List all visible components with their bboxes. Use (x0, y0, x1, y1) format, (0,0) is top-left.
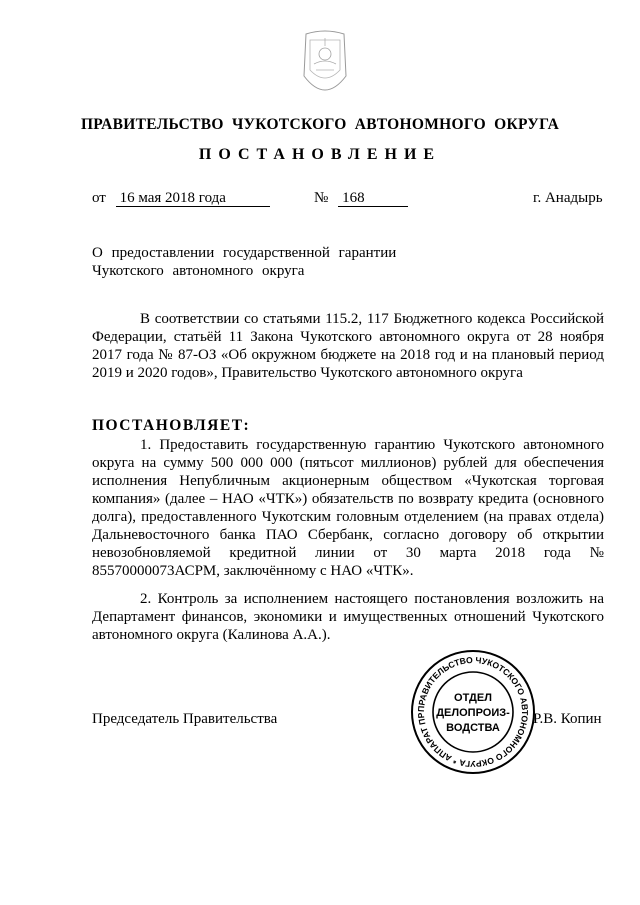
signer-name: Р.В. Копин (533, 711, 602, 727)
decree-date (92, 190, 270, 207)
city: г. Анадырь (533, 190, 603, 206)
decree-item-1: 1. Предоставить государственную гарантию Чукотского автономного округа на сумму 500 000 000 (пятьсот миллионов) рублей для обеспечения исполнения Непубличным акционерным обществом «Чукотская торговая компания» (далее – НАО «ЧТК») обязательств по возврату кредита (основного долга), предоставленного Чукотским головным отделением (на правах отдела) Дальневосточного банка ПАО Сбербанк, согласно договору об открытии невозобновляемой кредитной линии от 30 марта 2018 года № 85570000073АСРМ, заключённому с НАО «ЧТК». (92, 437, 604, 579)
stamp-center-line-1: ОТДЕЛ (454, 692, 492, 704)
decree-number (314, 190, 408, 207)
official-stamp (410, 649, 536, 775)
date-value: 16 мая 2018 года (116, 190, 270, 207)
stamp-ring-text: ПРАВИТЕЛЬСТВО ЧУКОТСКОГО АВТОНОМНОГО ОКРУГА * АППАРАТ ПР (415, 654, 531, 770)
date-prefix: от (92, 190, 106, 206)
stamp-center-line-2: ДЕЛОПРОИЗ- (436, 707, 510, 719)
number-sign: № (314, 190, 329, 206)
resolves-heading: ПОСТАНОВЛЯЕТ: (92, 417, 251, 434)
document-type-title: ПОСТАНОВЛЕНИЕ (198, 146, 442, 163)
coat-of-arms-icon (300, 30, 350, 102)
preamble-paragraph: В соответствии со статьями 115.2, 117 Бюджетного кодекса Российской Федерации, статьёй 11 Закона Чукотского автономного округа от 28 ноября 2017 года № 87-ОЗ «Об окружном бюджете на 2018 год и на плановый период 2019 и 2020 годов», Правительство Чукотского автономного округа (92, 311, 604, 381)
stamp-center-line-3: ВОДСТВА (446, 722, 500, 734)
government-title: ПРАВИТЕЛЬСТВО ЧУКОТСКОГО АВТОНОМНОГО ОКРУГА (80, 116, 560, 133)
decree-item-2: 2. Контроль за исполнением настоящего постановления возложить на Департамент финансов, экономики и имущественных отношений Чукотского автономного округа (Калинова А.А.). (92, 591, 604, 643)
decree-subject: О предоставлении государственной гарантии Чукотского автономного округа (92, 245, 397, 279)
signer-position: Председатель Правительства (92, 711, 278, 727)
number-value: 168 (338, 190, 408, 207)
